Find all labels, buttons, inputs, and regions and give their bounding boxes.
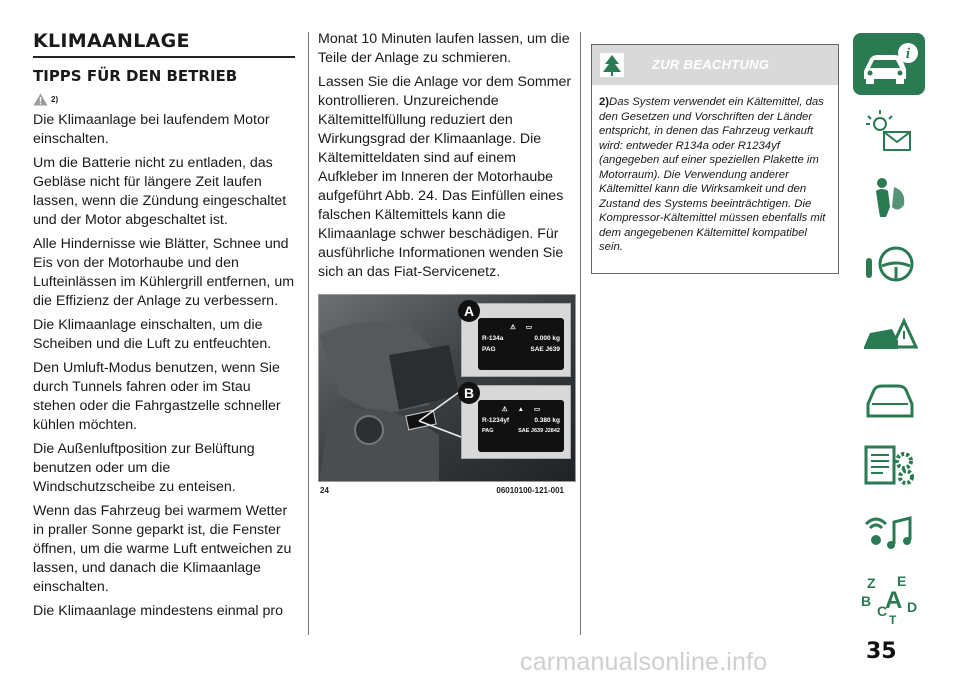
figure-code: 06010100-121-001 [496,486,564,495]
sidebar-tab-technical-data[interactable] [853,435,925,497]
tree-icon [600,53,624,77]
column-divider [580,32,581,635]
label-a-oil: PAG [482,346,496,353]
manual-icon: ▭ [525,324,532,331]
label-a-plate [478,318,564,370]
sidebar-tab-index[interactable] [853,569,925,631]
label-a-oil-spec: SAE J639 [530,346,560,353]
paragraph: Um die Batterie nicht zu entladen, das Gebläse nicht für längere Zeit laufen lassen, wenn die Zündung eingeschaltet und der Motor abgeschaltet ist. [33,155,287,228]
note-text: Das System verwendet ein Kältemittel, das den Gesetzen und Vorschriften der Länder entspricht, in denen das Fahrzeug verkauft wird: entweder R134a oder R1234yf (angegeben auf einer speziellen Plakette im Motorraum). Die Verwendung anderer Kältemittel kann die Wirksamkeit und den Zustand des Systems beeinträchtigen. Die Kompressor-Kältemittel müssen ebenfalls mit dem angegebenen Kältemittel kompatibel sein. [599,96,826,253]
label-b-letter [458,382,480,404]
label-a-refrigerant: R-134a [482,335,504,342]
note-body [592,85,838,273]
chapter-sidebar [853,33,925,636]
paragraph: Alle Hindernisse wie Blätter, Schnee und Eis von der Motorhaube und den Lufteinlässen im Kühlergrill entfernen, um die Effizienz der Anlage zu verbessern. [33,236,295,309]
index-letter: D [907,599,918,615]
sidebar-tab-safety[interactable] [853,167,925,229]
label-b-refrigerant: R-1234yf [482,417,510,424]
label-a-letter [458,300,480,322]
sidebar-tab-starting-driving[interactable] [853,234,925,296]
maintenance-icon [858,374,920,424]
label-b-oil-spec: SAE J639 J2842 [518,428,560,434]
warning-lights-icon [858,106,920,156]
sidebar-tab-car-info[interactable] [853,33,925,95]
note-title: ZUR BEACHTUNG [652,57,770,72]
sidebar-tab-maintenance[interactable] [853,368,925,430]
sidebar-tab-multimedia[interactable] [853,502,925,564]
paragraph: Den Umluft-Modus benutzen, wenn Sie durch Tunnels fahren oder im Stau stehen oder die Fahrgastzelle schneller kühlen möchten. [33,360,281,433]
paragraph: Lassen Sie die Anlage vor dem Sommer kontrollieren. Unzureichende Kältemittelfüllung reduziert den Wirkungsgrad der Klimaanlage. Die Kältemitteldaten sind auf einem Aufkleber im Inneren der Motorhaube aufgeführt Abb. 24. Das Einfüllen eines falschen Kältemittels kann die Klimaanlage schwer beschädigen. Für ausführliche Informationen wenden Sie sich an das Fiat-Servicenetz. [318,74,572,280]
technical-data-icon [858,441,920,491]
column-divider [308,32,309,635]
figure-refrigerant-label [318,294,576,482]
section-title: KLIMAANLAGE [33,30,190,52]
index-letter: Z [867,575,876,591]
paragraph: Die Klimaanlage einschalten, um die Scheiben und die Luft zu entfeuchten. [33,317,272,352]
watermark: carmanualsonline.info [520,648,768,676]
page-number: 35 [866,639,897,664]
index-letter: B [861,593,872,609]
car-info-icon [856,39,922,89]
steering-wheel-icon [858,240,920,290]
manual-icon: ▭ [534,406,541,413]
label-a-weight: 0.000 kg [534,335,560,342]
caution-icon: ⚠ [510,324,516,331]
paragraph: Die Klimaanlage mindestens einmal pro [33,603,283,619]
index-letter: C [877,603,888,619]
airbag-safety-icon [858,173,920,223]
index-letter: T [889,613,897,627]
paragraph: Die Außenluftposition zur Belüftung benutzen oder um die Windschutzscheibe zu enteisen. [33,441,255,495]
column-1 [33,30,295,626]
title-rule [33,56,295,58]
emergency-icon [858,307,920,357]
sidebar-tab-warning-lights[interactable] [853,100,925,162]
column-2 [318,30,574,495]
warning-triangle-icon [33,93,48,106]
label-b-plate [478,400,564,452]
paragraph: Monat 10 Minuten laufen lassen, um die Teile der Anlage zu schmieren. [318,31,570,66]
sidebar-tab-emergency[interactable] [853,301,925,363]
figure-caption [318,486,574,495]
label-b-callout [461,385,571,459]
note-header [592,45,838,85]
label-b-letter-text: B [463,385,475,401]
note-ref: 2) [599,96,610,108]
figure-number: 24 [320,486,329,495]
warning-reference [33,91,295,107]
label-b-weight: 0.380 kg [534,417,560,424]
flame-icon: ▲ [517,406,525,413]
sub-title: TIPPS FÜR DEN BETRIEB [33,67,238,85]
index-letter: A [885,587,903,614]
paragraph: Die Klimaanlage bei laufendem Motor einschalten. [33,112,270,147]
multimedia-icon [858,508,920,558]
label-a-callout [461,303,571,377]
caution-icon: ⚠ [501,406,508,413]
index-letter: E [897,573,907,589]
svg-text:i: i [905,46,911,62]
label-b-oil: PAG [482,428,494,434]
paragraph: Wenn das Fahrzeug bei warmem Wetter in praller Sonne geparkt ist, die Fenster öffnen, um die warme Luft entweichen zu lassen, und danach die Klimaanlage einschalten. [33,503,292,595]
warning-ref-number: 2) [51,94,59,104]
label-a-letter-text: A [463,303,475,319]
column-3 [591,44,839,274]
note-box [591,44,839,274]
